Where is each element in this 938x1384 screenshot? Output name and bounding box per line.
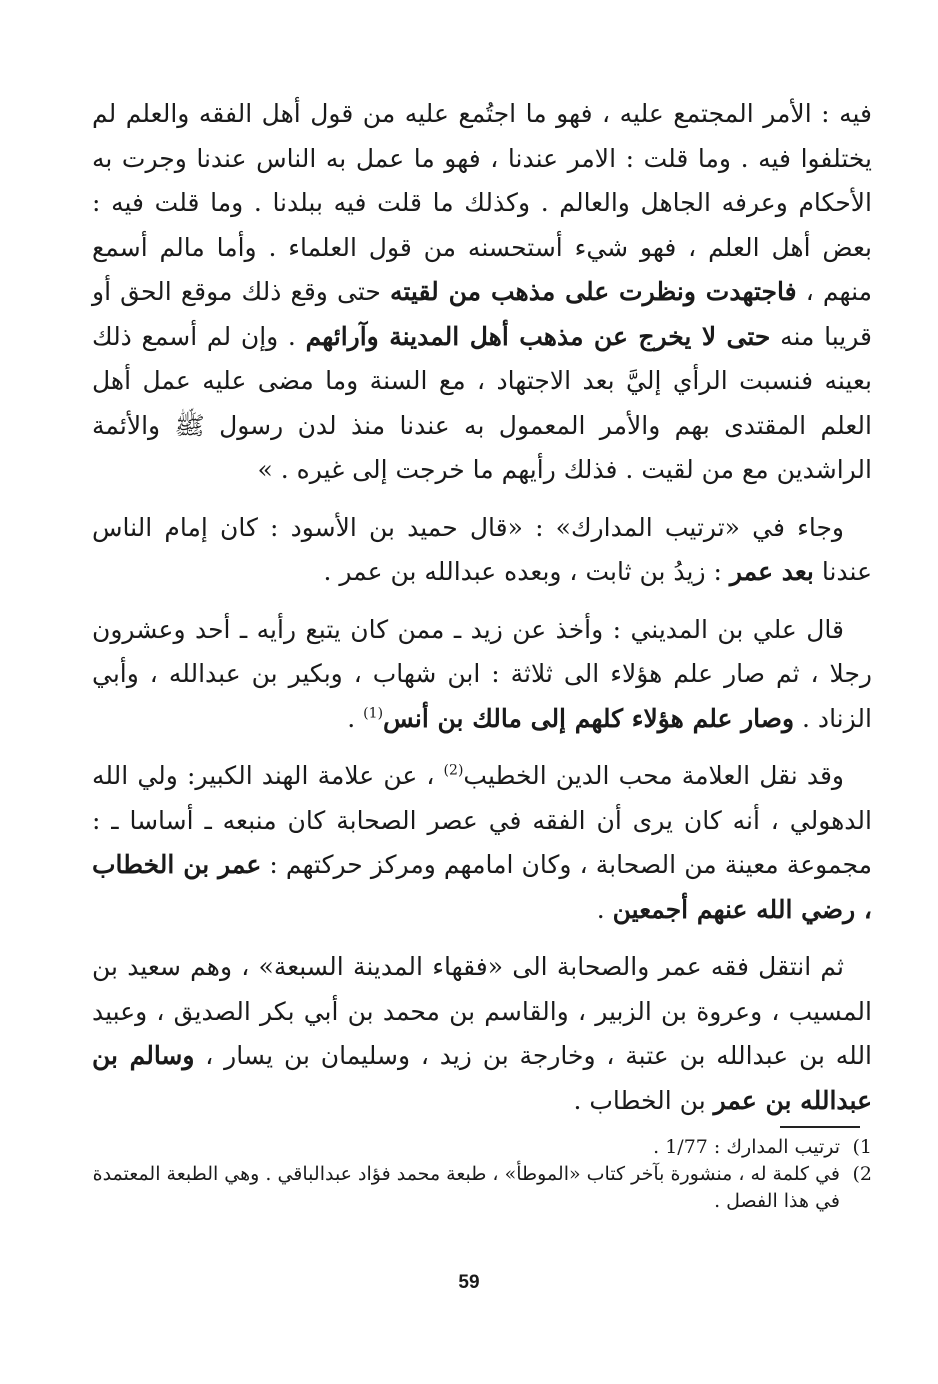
footnote-number: 1) xyxy=(852,1136,872,1158)
footnote-text: في كلمة له ، منشورة بآخر كتاب «الموطأ» ، طبعة محمد فؤاد عبدالباقي . وهي الطبعة المعتمدة في هذا الفصل . xyxy=(92,1163,840,1212)
main-text xyxy=(92,92,872,1136)
text-run: بن الخطاب . xyxy=(573,1085,714,1115)
text-run: ، عن علامة الهند الكبير: ولي الله الدهولي ، أنه كان يرى أن الفقه في عصر الصحابة كان منبعه ـ أساسا ـ : مجموعة معينة من الصحابة ، وكان امامهم ومركز حركتهم : xyxy=(92,761,873,879)
paragraph xyxy=(92,92,872,493)
text-run: ثم انتقل فقه عمر والصحابة الى «فقهاء المدينة السبعة» ، وهم سعيد بن المسيب ، وعروة بن الزبير ، والقاسم بن محمد بن أبي بكر الصديق ، وعبيد الله بن عبدالله بن عتبة ، وخارجة بن زيد ، وسليمان بن يسار ، xyxy=(92,952,873,1070)
text-run: . xyxy=(347,703,364,733)
text-run: . وإن لم أسمع ذلك بعينه فنسبت الرأي إليَّ بعد الاجتهاد ، مع السنة وما مضى عليه عمل أهل العلم المقتدى بهم والأمر المعمول به عندنا منذ لدن رسول ﷺ والأئمة الراشدين مع من لقيت . فذلك رأيهم ما خرجت إلى غيره . » xyxy=(92,321,872,484)
bold-text: وسالم بن عبدالله بن عمر xyxy=(92,1041,872,1115)
footnotes xyxy=(92,1134,872,1215)
bold-text: بعد عمر xyxy=(729,557,814,586)
text-run: وجاء في «ترتيب المدارك» : «قال حميد بن الأسود : كان إمام الناس عندنا xyxy=(92,512,872,586)
paragraph xyxy=(92,945,872,1123)
paragraph xyxy=(92,608,872,742)
footnote-ref: (1) xyxy=(363,705,384,722)
footnote-separator xyxy=(780,1126,860,1128)
page-number: 59 xyxy=(458,1272,480,1293)
bold-text: عمر بن الخطاب ، رضي الله عنهم أجمعين xyxy=(92,850,872,924)
text-run: حتى وقع ذلك موقع الحق أو قريبا منه xyxy=(92,277,872,351)
text-run: : زيدُ بن ثابت ، وبعده عبدالله بن عمر . xyxy=(323,557,730,586)
footnote-text: ترتيب المدارك : 1/77 . xyxy=(653,1136,840,1158)
bold-text: وصار علم هؤلاء كلهم إلى مالك بن أنس xyxy=(383,703,795,733)
bold-text: حتى لا يخرج عن مذهب أهل المدينة وآرائهم xyxy=(305,321,771,351)
paragraph xyxy=(92,754,872,932)
text-run: وقد نقل العلامة محب الدين الخطيب xyxy=(463,761,844,790)
paragraph xyxy=(92,506,872,595)
text-run: فيه : الأمر المجتمع عليه ، فهو ما اجتُمع عليه من قول أهل الفقه والعلم لم يختلفوا فيه . وما قلت : الامر عندنا ، فهو ما عمل به الناس عندنا وجرت به الأحكام وعرفه الجاهل والعالم . وكذلك ما قلت فيه ببلدنا . وما قلت فيه : بعض أهل العلم ، فهو شيء أستحسنه من قول العلماء . وأما مالم أسمع منهم ، xyxy=(92,99,873,306)
bold-text: فاجتهدت ونظرت على مذهب من لقيته xyxy=(389,277,797,306)
footnote xyxy=(92,1161,872,1215)
text-run: . xyxy=(596,894,613,924)
text-run: قال علي بن المديني : وأخذ عن زيد ـ ممن كان يتبع رأيه ـ أحد وعشرون رجلا ، ثم صار علم هؤلاء الى ثلاثة : ابن شهاب ، وبكير بن عبدالله ، وأبي الزناد . xyxy=(92,614,872,733)
footnote-ref: (2) xyxy=(443,762,464,779)
footnote-number: 2) xyxy=(852,1163,872,1185)
footnote xyxy=(92,1134,872,1161)
